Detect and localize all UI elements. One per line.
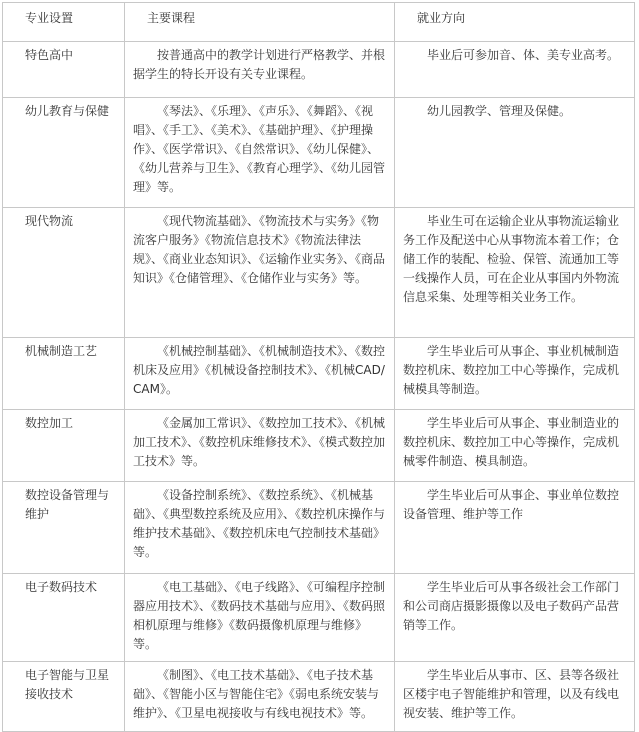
major-cell: 幼儿教育与保健 [3,98,125,208]
courses-cell [125,208,395,338]
courses-cell [125,338,395,410]
table-row [3,662,635,732]
career-cell [395,208,635,338]
table-row [3,574,635,662]
courses-cell [125,662,395,732]
courses-cell [125,42,395,98]
courses-cell [125,574,395,662]
career-cell [395,338,635,410]
major-cell: 电子智能与卫星接收技术 [3,662,125,732]
career-text: 学生毕业后可从事企、事业单位数控设备管理、维护等工作 [403,488,620,521]
courses-text: 《制图》、《电工技术基础》、《电子技术基础》、《智能小区与智能住宅》《弱电系统安装与维护》、《卫星电视接收与有线电视技术》等。 [133,668,380,720]
major-cell: 电子数码技术 [3,574,125,662]
career-text: 毕业生可在运输企业从事物流运输业务工作及配送中心从事物流本着工作；仓储工作的装配、检验、保管、流通加工等一线操作人员，可在企业从事国内外物流信息采集、处理等相关业务工作。 [403,214,620,304]
courses-text: 《现代物流基础》、《物流技术与实务》《物流客户服务》《物流信息技术》《物流法律法规》、《商业业态知识》、《运输作业实务》、《商品知识》《仓储管理》、《仓储作业与实务》等。 [133,214,386,285]
major-cell: 机械制造工艺 [3,338,125,410]
career-cell [395,482,635,574]
courses-text: 《设备控制系统》、《数控系统》、《机械基础》、《典型数控系统及应用》、《数控机床操作与维护技术基础》、《数控机床电气控制技术基础》等。 [133,488,386,559]
header-major: 专业设置 [3,3,125,42]
career-text: 学生毕业后可从事企、事业机械制造数控机床、数控加工中心等操作，完成机械模具等制造。 [403,344,620,396]
table-row [3,208,635,338]
table-row [3,338,635,410]
career-text: 学生毕业后从事市、区、县等各级社区楼宇电子智能维护和管理，以及有线电视安装、维护等工作。 [403,668,620,720]
majors-table [2,2,635,732]
career-cell [395,98,635,208]
courses-cell [125,410,395,482]
table-row [3,98,635,208]
career-text: 毕业后可参加音、体、美专业高考。 [427,48,620,62]
career-text: 幼儿园教学、管理及保健。 [427,104,572,118]
courses-cell [125,98,395,208]
header-courses: 主要课程 [125,3,395,42]
courses-text: 《电工基础》、《电子线路》、《可编程序控制器应用技术》、《数码技术基础与应用》、《数码照相机原理与维修》《数码摄像机原理与维修》等。 [133,580,386,651]
courses-text: 《金属加工常识》、《数控加工技术》、《机械加工技术》、《数控机床维修技术》、《模式数控加工技术》等。 [133,416,386,468]
major-cell: 现代物流 [3,208,125,338]
table-row [3,410,635,482]
table-header-row [3,3,635,42]
major-cell: 数控设备管理与维护 [3,482,125,574]
major-cell: 特色高中 [3,42,125,98]
table-row [3,482,635,574]
major-cell: 数控加工 [3,410,125,482]
career-text: 学生毕业后可从事各级社会工作部门和公司商店摄影摄像以及电子数码产品营销等工作。 [403,580,620,632]
career-cell [395,410,635,482]
courses-text: 按普通高中的教学计划进行严格教学、并根据学生的特长开设有关专业课程。 [133,48,386,81]
header-career: 就业方向 [395,3,635,42]
career-cell [395,662,635,732]
courses-cell [125,482,395,574]
career-cell [395,574,635,662]
table-row [3,42,635,98]
courses-text: 《琴法》、《乐理》、《声乐》、《舞蹈》、《视唱》、《手工》、《美术》、《基础护理》、《护理操作》、《医学常识》、《自然常识》、《幼儿保健》、《幼儿营养与卫生》、《教育心理学》、《幼儿园管理》等。 [133,104,386,194]
career-text: 学生毕业后可从事企、事业制造业的数控机床、数控加工中心等操作，完成机械零件制造、模具制造。 [403,416,620,468]
courses-text: 《机械控制基础》、《机械制造技术》、《数控机床及应用》《机械设备控制技术》、《机械CAD/CAM》。 [133,344,386,396]
career-cell [395,42,635,98]
